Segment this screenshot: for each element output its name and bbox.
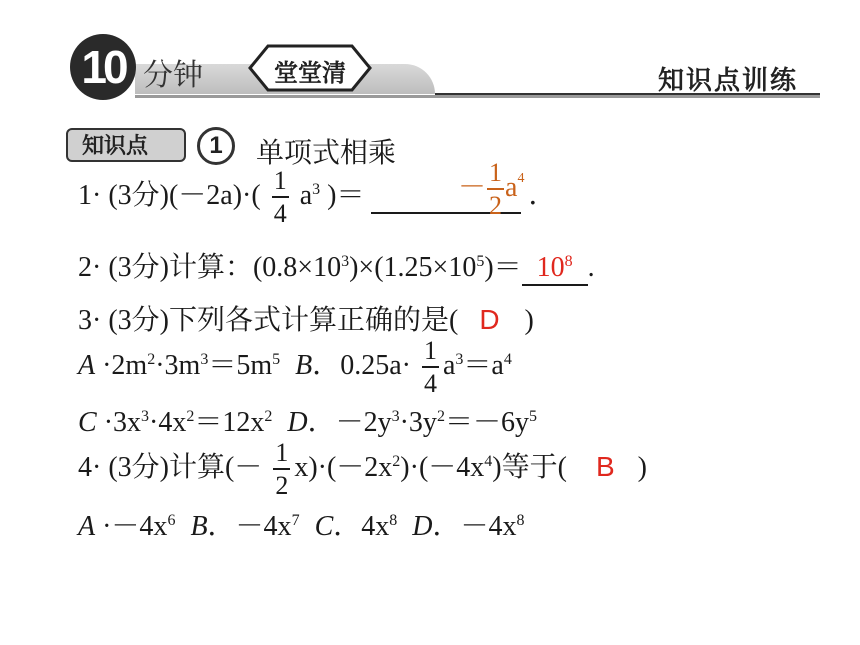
problem-2-answer-base: 10	[536, 252, 565, 283]
problem-3-option-a-e1: 2	[147, 350, 156, 368]
problem-4-frac-numerator: 1	[273, 440, 290, 470]
problem-4-option-a-letter: A	[78, 511, 96, 542]
minutes-badge: 10	[70, 34, 136, 100]
problem-4-fraction	[273, 440, 290, 499]
problem-3-option-d-t2: ·3y	[399, 407, 437, 438]
problem-3-option-c-e3: 2	[264, 408, 273, 425]
problem-3-option-b-fraction	[422, 338, 439, 397]
problem-3-number: 3·	[78, 305, 102, 336]
problem-2-answer-blank	[522, 252, 588, 286]
problem-3-option-a-t1: ·2m	[102, 349, 148, 381]
problem-3-option-a-e3: 5	[272, 350, 281, 368]
problem-2-exp-a: 3	[341, 253, 350, 270]
problem-4-exp-b: 2	[392, 452, 401, 470]
problem-4-text-b: x)·(－2x	[294, 451, 393, 483]
problem-1-answer-sign: －	[458, 171, 487, 203]
problem-1-end: ．	[528, 179, 557, 211]
problem-2-text-c: )＝	[484, 252, 522, 283]
problem-3-option-a-t2: ·3m	[155, 349, 201, 381]
problem-2-end: .	[587, 252, 595, 283]
section-tag-label: 堂堂清	[274, 59, 346, 87]
problem-4-options	[78, 504, 525, 544]
problem-3-option-a-t3: ＝5m	[208, 349, 273, 381]
problem-1-answer-exp: 4	[517, 170, 525, 186]
problem-2-exp-b: 5	[476, 253, 485, 270]
problem-3-option-b-t1: ．0.25a·	[312, 349, 411, 381]
problem-3-option-c-e2: 2	[186, 408, 195, 425]
problem-3-close: )	[524, 305, 534, 336]
section-tag	[240, 40, 380, 96]
problem-4-number: 4·	[78, 451, 102, 483]
problem-4	[78, 440, 647, 499]
problem-1-var: a	[299, 179, 313, 211]
knowledge-point-title: 单项式相乘	[256, 136, 397, 169]
problem-3-option-d-letter: D	[287, 407, 308, 438]
problem-1-answer-fraction	[487, 160, 504, 219]
problem-1-frac-denominator: 4	[273, 199, 287, 228]
problem-3-option-c-letter: C	[78, 407, 97, 438]
problem-4-option-a-text: ·－4x	[102, 511, 168, 542]
problem-3-option-b-t2: a	[442, 349, 456, 381]
problem-1-fraction	[272, 168, 289, 227]
section-title-right: 知识点训练	[658, 66, 799, 96]
problem-2	[78, 245, 595, 286]
problem-3-option-d-e2: 2	[436, 408, 445, 425]
problem-2-text-b: )×(1.25×10	[349, 252, 477, 283]
problem-1-exp: 3	[312, 180, 321, 198]
problem-1-frac-numerator: 1	[272, 168, 289, 198]
problem-2-answer-exp: 8	[564, 253, 573, 270]
problem-3-option-d-t1: ．－2y	[307, 407, 392, 438]
problem-4-option-d-exp: 8	[516, 512, 525, 529]
problem-3-options-cd	[78, 400, 537, 440]
problem-1-answer-numerator: 1	[487, 160, 504, 190]
problem-2-text-a: (3分)计算：(0.8×10	[108, 252, 342, 283]
problem-3-options-ab	[78, 338, 512, 397]
problem-3-option-c-t3: ＝12x	[194, 407, 265, 438]
header-banner	[0, 0, 860, 110]
problem-3-option-d-e1: 3	[391, 408, 400, 425]
problem-4-option-b-exp: 7	[291, 512, 300, 529]
problem-3-option-c-t2: ·4x	[149, 407, 187, 438]
problem-1-number: 1·	[78, 179, 102, 211]
problem-3-option-b-e2: 4	[503, 350, 512, 368]
problem-3-option-d-e3: 5	[528, 408, 537, 425]
problem-3-option-d-t3: ＝－6y	[444, 407, 529, 438]
problem-1-answer	[458, 160, 524, 219]
problem-2-number: 2·	[78, 252, 102, 283]
problem-3-option-b-denominator: 4	[423, 369, 437, 398]
problem-4-option-b-text: ．－4x	[207, 511, 292, 542]
problem-3-text: (3分)下列各式计算正确的是(	[108, 305, 459, 336]
problem-3-option-c-e1: 3	[141, 408, 150, 425]
problem-4-option-c-letter: C	[314, 511, 334, 542]
minutes-label: 分钟	[143, 58, 203, 93]
problem-3	[78, 298, 534, 338]
problem-4-close: )	[637, 451, 647, 483]
problem-4-option-d-text: ．－4x	[432, 511, 517, 542]
problem-4-option-a-exp: 6	[167, 512, 176, 529]
problem-4-exp-c: 4	[484, 452, 493, 470]
problem-3-option-a-e2: 3	[200, 350, 209, 368]
knowledge-point-number: 1	[197, 127, 235, 165]
problem-4-option-b-letter: B	[190, 511, 208, 542]
problem-3-option-b-e1: 3	[455, 350, 464, 368]
problem-4-option-c-text: ．4x	[333, 511, 390, 542]
problem-3-option-b-numerator: 1	[422, 338, 439, 368]
problem-1-answer-denominator: 2	[489, 191, 503, 220]
problem-3-option-c-t1: ·3x	[103, 407, 142, 438]
problem-3-option-b-letter: B	[295, 349, 313, 381]
problem-1-close: )＝	[327, 179, 365, 211]
problem-1-answer-var: a	[505, 171, 518, 203]
problem-4-text-d: )等于(	[492, 451, 567, 483]
knowledge-point-label: 知识点	[66, 128, 186, 162]
problem-4-answer: B	[595, 450, 615, 482]
problem-3-option-a-letter: A	[78, 349, 96, 381]
problem-4-text-a: (3分)计算(－	[108, 451, 263, 483]
problem-4-option-c-exp: 8	[389, 512, 398, 529]
problem-3-option-b-t3: ＝a	[463, 349, 504, 381]
problem-1-text: (3分)(－2a)·(	[108, 179, 261, 211]
problem-3-answer: D	[479, 304, 500, 335]
problem-4-frac-denominator: 2	[275, 471, 289, 500]
problem-4-text-c: )·(－4x	[400, 451, 485, 483]
problem-4-option-d-letter: D	[412, 511, 433, 542]
